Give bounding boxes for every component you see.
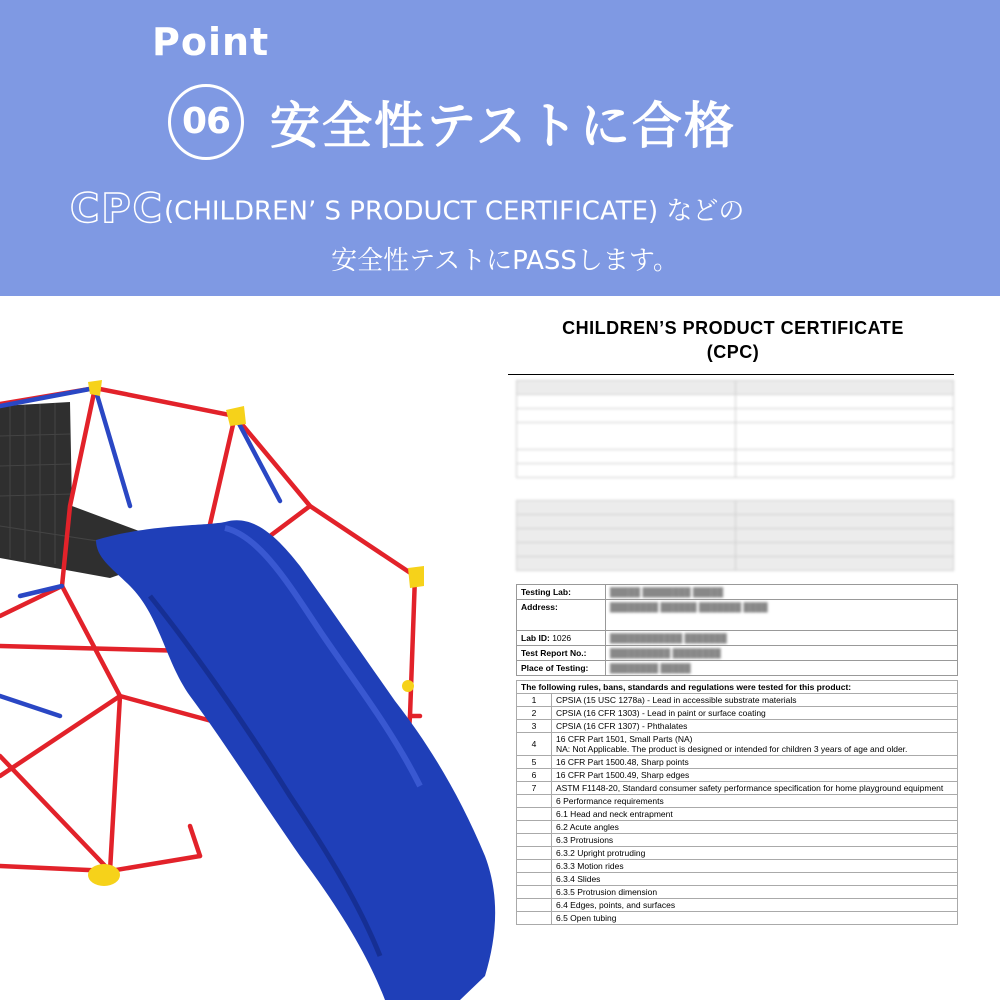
rule-number [517, 834, 552, 847]
table-row [517, 886, 958, 899]
rule-number: 1 [517, 694, 552, 707]
rule-text [552, 821, 958, 834]
rule-text-main: 16 CFR Part 1500.48, Sharp points [556, 757, 689, 767]
table-row [517, 860, 958, 873]
rule-number [517, 847, 552, 860]
rule-text-main: 6.3 Protrusions [556, 835, 614, 845]
place-of-testing-label: Place of Testing: [517, 661, 606, 676]
blurred-product-section [516, 500, 954, 571]
table-row: Address: ████████ ██████ ███████ ████ [517, 600, 958, 631]
rule-text [552, 847, 958, 860]
point-number-badge [168, 84, 244, 160]
table-row [517, 821, 958, 834]
rule-text-main: 6.3.4 Slides [556, 874, 601, 884]
table-row [517, 899, 958, 912]
climbing-dome-illustration [0, 296, 520, 1000]
rule-text [552, 769, 958, 782]
subtitle-line-1 [70, 186, 744, 232]
header-banner [0, 0, 1000, 296]
rule-number: 3 [517, 720, 552, 733]
rule-number: 2 [517, 707, 552, 720]
rule-number: 5 [517, 756, 552, 769]
subtitle-rest: (CHILDREN’ S PRODUCT CERTIFICATE) などの [164, 196, 745, 227]
rule-number [517, 821, 552, 834]
rule-text [552, 834, 958, 847]
rule-text [552, 720, 958, 733]
table-row: Testing Lab: █████ ████████ █████ [517, 585, 958, 600]
rule-number [517, 886, 552, 899]
rule-text-main: 6.2 Acute angles [556, 822, 619, 832]
blurred-importer-section [516, 380, 954, 478]
table-row [517, 873, 958, 886]
subtitle-line-2: 安全性テストにPASSします。 [331, 246, 679, 276]
rule-text-main: 6 Performance requirements [556, 796, 664, 806]
title-divider [508, 374, 954, 375]
table-row [517, 733, 958, 756]
certificate-title-line-2: (CPC) [706, 342, 760, 362]
rule-number: 4 [517, 733, 552, 756]
table-row [517, 769, 958, 782]
point-label: Point [152, 20, 270, 64]
table-row [517, 756, 958, 769]
table-row [517, 694, 958, 707]
cpc-certificate [508, 316, 958, 956]
rule-text [552, 860, 958, 873]
table-row [517, 847, 958, 860]
certificate-title [508, 316, 958, 364]
table-row [517, 912, 958, 925]
rules-intro-row [517, 681, 958, 694]
rule-text-main: ASTM F1148-20, Standard consumer safety performance specification for home playground equipment [556, 783, 944, 793]
rule-text-main: 6.5 Open tubing [556, 913, 617, 923]
rule-number [517, 860, 552, 873]
rule-text [552, 899, 958, 912]
table-row [517, 834, 958, 847]
rule-number [517, 795, 552, 808]
rule-text-main: 16 CFR Part 1501, Small Parts (NA) [556, 734, 693, 744]
rule-text [552, 886, 958, 899]
lab-id-label: Lab ID: [521, 633, 550, 643]
rule-text [552, 694, 958, 707]
address-label: Address: [517, 600, 606, 631]
rule-text-main: 16 CFR Part 1500.49, Sharp edges [556, 770, 690, 780]
table-row: Lab ID: 1026 ████████████ ███████ [517, 631, 958, 646]
rule-text-main: 6.3.2 Upright protruding [556, 848, 646, 858]
rule-number: 7 [517, 782, 552, 795]
testing-lab-table [516, 584, 958, 676]
page-title: 安全性テストに合格 [270, 97, 736, 155]
cpc-label: CPC [70, 186, 165, 232]
rule-text-main: CPSIA (16 CFR 1303) - Lead in paint or surface coating [556, 708, 766, 718]
table-row [517, 782, 958, 795]
rule-number [517, 912, 552, 925]
rule-text-note: NA: Not Applicable. The product is designed or intended for children 3 years of age and older. [556, 744, 908, 754]
test-report-label: Test Report No.: [517, 646, 606, 661]
rule-text-main: 6.4 Edges, points, and surfaces [556, 900, 676, 910]
table-row: Test Report No.: ██████████ ████████ [517, 646, 958, 661]
rule-text [552, 912, 958, 925]
rule-text-main: CPSIA (16 CFR 1307) - Phthalates [556, 721, 688, 731]
rule-number [517, 808, 552, 821]
table-row [517, 808, 958, 821]
rule-text [552, 782, 958, 795]
rule-text-main: 6.1 Head and neck entrapment [556, 809, 673, 819]
rules-table [516, 680, 958, 925]
rule-number [517, 899, 552, 912]
table-row [517, 795, 958, 808]
point-number: 06 [181, 101, 231, 142]
rule-text-main: CPSIA (15 USC 1278a) - Lead in accessible substrate materials [556, 695, 797, 705]
rule-number [517, 873, 552, 886]
rule-text [552, 733, 958, 756]
rule-number: 6 [517, 769, 552, 782]
certificate-title-line-1: CHILDREN’S PRODUCT CERTIFICATE [562, 318, 904, 338]
lab-id-value: 1026 [552, 633, 572, 643]
rule-text-main: 6.3.3 Motion rides [556, 861, 624, 871]
rule-text [552, 707, 958, 720]
table-row [517, 720, 958, 733]
rule-text [552, 808, 958, 821]
rule-text-main: 6.3.5 Protrusion dimension [556, 887, 658, 897]
rule-text [552, 873, 958, 886]
testing-lab-label: Testing Lab: [517, 585, 606, 600]
rule-text [552, 756, 958, 769]
table-row [517, 707, 958, 720]
rule-text [552, 795, 958, 808]
table-row: Place of Testing: ████████ █████ [517, 661, 958, 676]
rules-intro: The following rules, bans, standards and regulations were tested for this product: [517, 681, 958, 694]
